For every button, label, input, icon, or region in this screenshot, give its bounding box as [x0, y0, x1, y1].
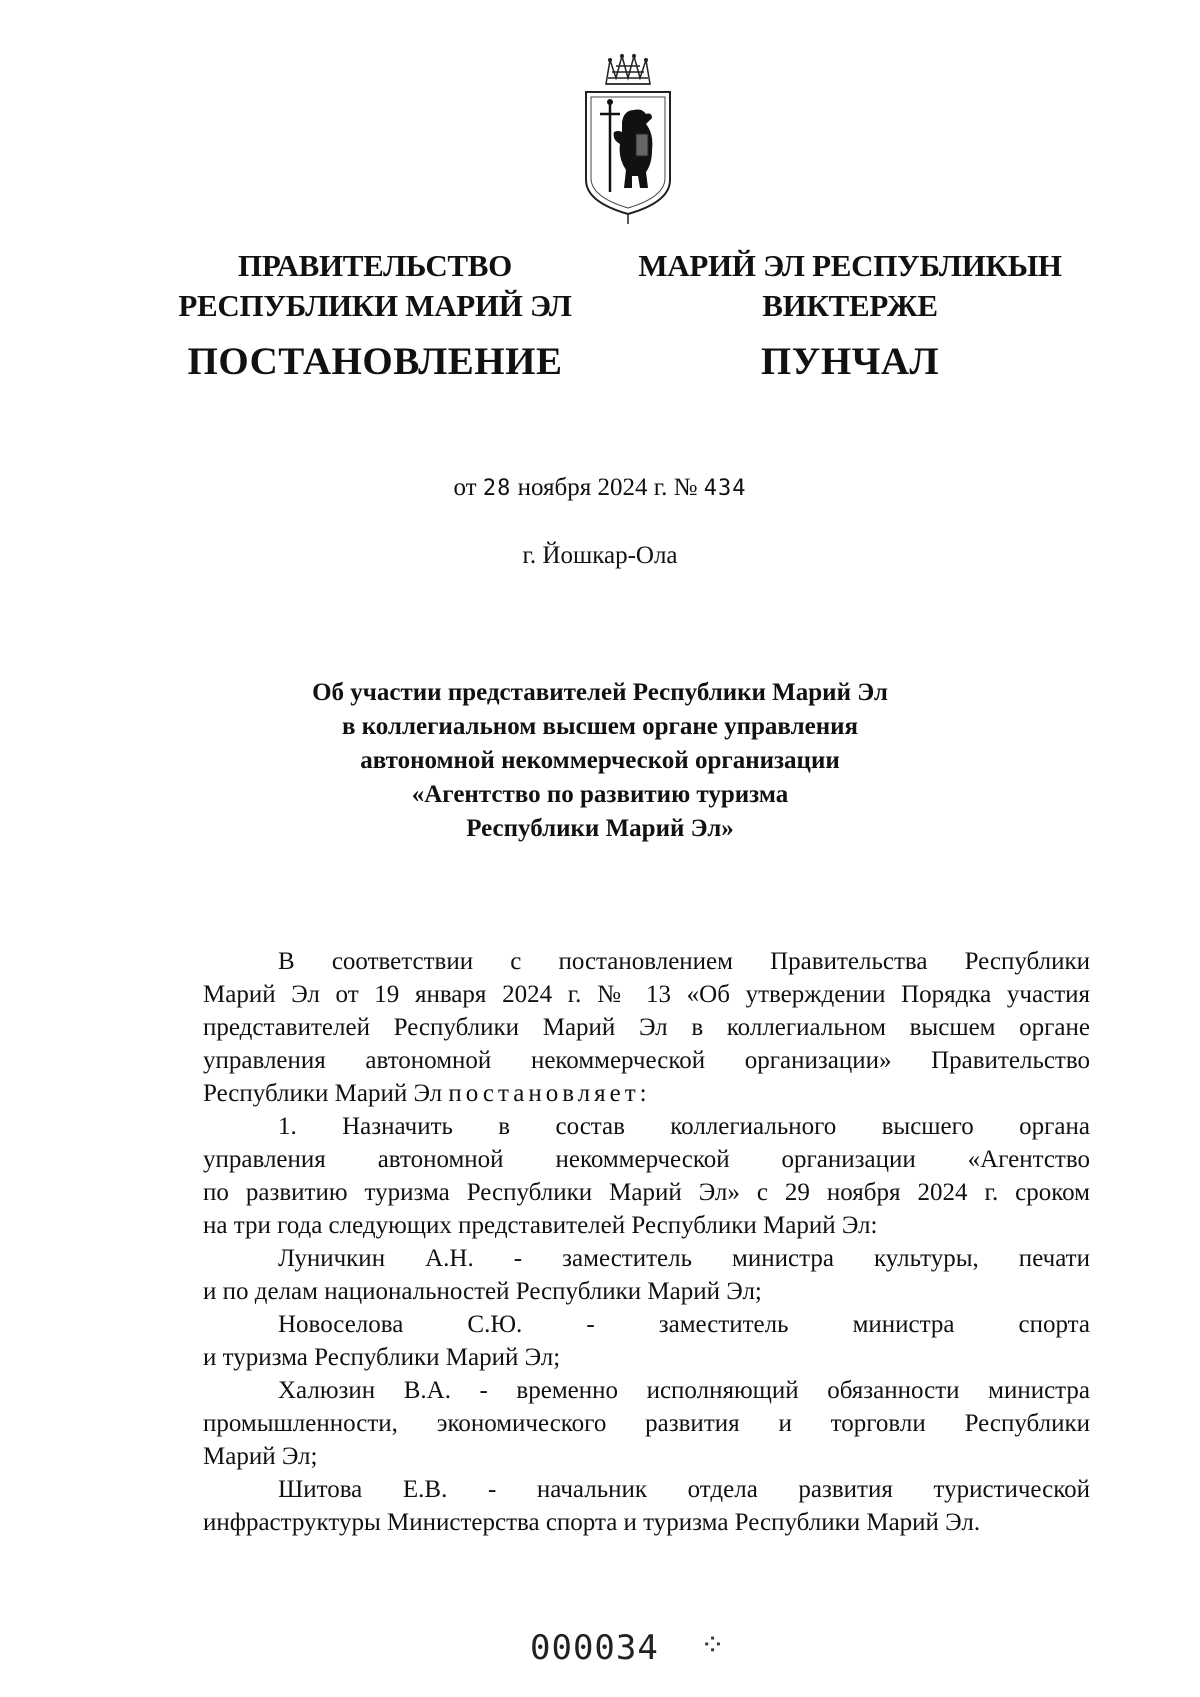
coat-of-arms-icon: [582, 52, 674, 227]
body-line: В соответствии с постановлением Правительства Республики: [278, 948, 1090, 975]
document-title: [200, 676, 1000, 846]
member-line: Халюзин В.А. - временно исполняющий обязанности министра: [278, 1377, 1090, 1404]
header-left-line1: ПРАВИТЕЛЬСТВО: [238, 248, 512, 283]
body-line-prefix: Республики Марий Эл: [203, 1080, 449, 1107]
header-right-line2: ВИКТЕРЖЕ: [762, 288, 938, 323]
member-line: Новоселова С.Ю. - заместитель министра спорта: [278, 1311, 1090, 1338]
date-prefix: от: [453, 474, 477, 501]
body-line: управления автономной некоммерческой организации «Агентство: [203, 1146, 1090, 1173]
title-line: автономной некоммерческой организации: [360, 747, 840, 774]
body-line: 1. Назначить в состав коллегиального высшего органа: [278, 1113, 1090, 1140]
resolves-word: постановляет:: [448, 1080, 651, 1107]
body-line: Марий Эл от 19 января 2024 г. № 13 «Об утверждении Порядка участия: [203, 981, 1090, 1008]
member-line: Луничкин А.Н. - заместитель министра культуры, печати: [278, 1245, 1090, 1272]
document-body: [203, 945, 1090, 1539]
body-line: на три года следующих представителей Республики Марий Эл:: [203, 1212, 878, 1239]
header-right-line1: МАРИЙ ЭЛ РЕСПУБЛИКЫН: [638, 248, 1062, 283]
form-mark-icon: ⁘: [700, 1629, 726, 1662]
header-right: [630, 246, 1070, 388]
title-line: в коллегиальном высшем органе управления: [341, 713, 859, 740]
member-line: Марий Эл;: [203, 1443, 318, 1470]
body-line: управления автономной некоммерческой организации» Правительство: [203, 1047, 1090, 1074]
document-date-line: [0, 472, 1200, 505]
body-line: представителей Республики Марий Эл в коллегиальном высшем органе: [203, 1014, 1090, 1041]
document-city: г. Йошкар-Ола: [522, 542, 678, 569]
member-line: и по делам национальностей Республики Марий Эл;: [203, 1278, 762, 1305]
member-line: Шитова Е.В. - начальник отдела развития туристической: [278, 1476, 1090, 1503]
title-line: Об участии представителей Республики Марий Эл: [312, 679, 888, 706]
form-serial-number: 000034: [530, 1628, 659, 1668]
title-line: «Агентство по развитию туризма: [411, 781, 789, 808]
body-line: по развитию туризма Республики Марий Эл» с 29 ноября 2024 г. сроком: [203, 1179, 1090, 1206]
date-month-year: ноября 2024 г. №: [517, 474, 698, 501]
member-line: промышленности, экономического развития и торговли Республики: [203, 1410, 1090, 1437]
header-left: [155, 246, 595, 388]
doc-type-russian: ПОСТАНОВЛЕНИЕ: [187, 340, 563, 383]
date-day: 28: [482, 476, 512, 501]
body-line-resolves: [203, 1077, 1090, 1110]
doc-type-mari: ПУНЧАЛ: [760, 340, 940, 383]
member-line: инфраструктуры Министерства спорта и туризма Республики Марий Эл.: [203, 1509, 981, 1536]
header-left-line2: РЕСПУБЛИКИ МАРИЙ ЭЛ: [178, 288, 572, 323]
title-line: Республики Марий Эл»: [466, 815, 734, 842]
member-line: и туризма Республики Марий Эл;: [203, 1344, 561, 1371]
document-number: 434: [703, 476, 747, 501]
